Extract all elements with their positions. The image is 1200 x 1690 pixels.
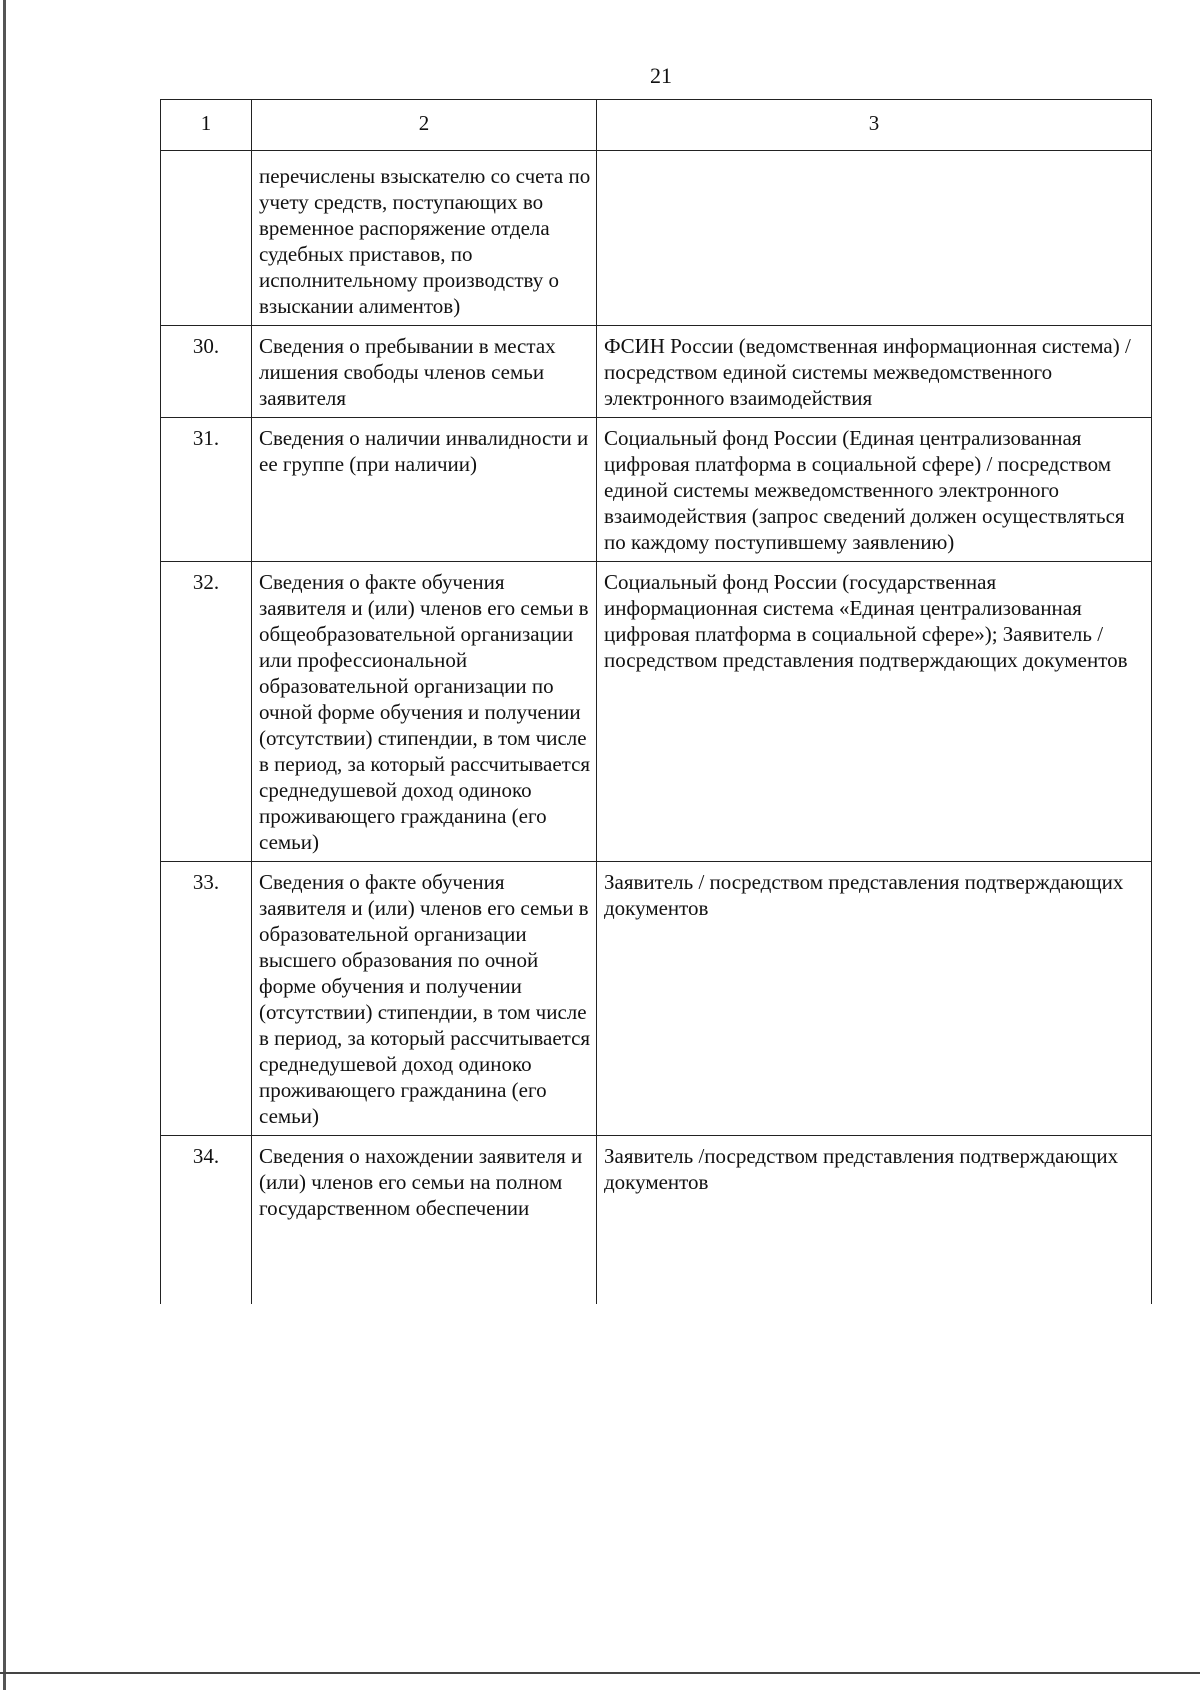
table-header-row [161,100,1152,151]
row-number: 34. [161,1136,252,1305]
row-info: Сведения о нахождении заявителя и (или) членов его семьи на полном государственном обеспечении [252,1136,597,1305]
row-number: 30. [161,326,252,418]
row-source: Социальный фонд России (Единая централизованная цифровая платформа в социальной сфере) / посредством единой системы межведомственного электронного взаимодействия (запрос сведений должен осуществляться по каждому поступившему заявлению) [597,418,1152,562]
row-info: Сведения о наличии инвалидности и ее группе (при наличии) [252,418,597,562]
table-row [161,1136,1152,1305]
header-col-1: 1 [161,100,252,151]
page-bottom-edge [0,1672,1200,1674]
row-number: 32. [161,562,252,862]
page-number: 21 [650,63,672,88]
table-row [161,562,1152,862]
row-info: Сведения о факте обучения заявителя и (или) членов его семьи в образовательной организации высшего образования по очной форме обучения и получении (отсутствии) стипендии, в том числе в период, за который рассчитывается среднедушевой доход одиноко проживающего гражданина (его семьи) [252,862,597,1136]
table-row [161,418,1152,562]
row-source: ФСИН России (ведомственная информационная система) / посредством единой системы межведомственного электронного взаимодействия [597,326,1152,418]
row-source: Социальный фонд России (государственная информационная система «Единая централизованная цифровая платформа в социальной сфере»); Заявитель / посредством представления подтверждающих документов [597,562,1152,862]
header-col-2: 2 [252,100,597,151]
row-source: Заявитель /посредством представления подтверждающих документов [597,1136,1152,1305]
header-col-3: 3 [597,100,1152,151]
table-row [161,326,1152,418]
row-info: перечислены взыскателю со счета по учету средств, поступающих во временное распоряжение отдела судебных приставов, по исполнительному производству о взыскании алиментов) [252,151,597,326]
row-source: Заявитель / посредством представления подтверждающих документов [597,862,1152,1136]
row-info: Сведения о факте обучения заявителя и (или) членов его семьи в общеобразовательной организации или профессиональной образовательной организации по очной форме обучения и получении (отсутствии) стипендии, в том числе в период, за который рассчитывается среднедушевой доход одиноко проживающего гражданина (его семьи) [252,562,597,862]
row-info: Сведения о пребывании в местах лишения свободы членов семьи заявителя [252,326,597,418]
row-number [161,151,252,326]
row-source [597,151,1152,326]
table-row [161,151,1152,326]
document-table [160,99,1152,1304]
row-number: 33. [161,862,252,1136]
table-row [161,862,1152,1136]
row-number: 31. [161,418,252,562]
page-left-edge [3,0,6,1690]
